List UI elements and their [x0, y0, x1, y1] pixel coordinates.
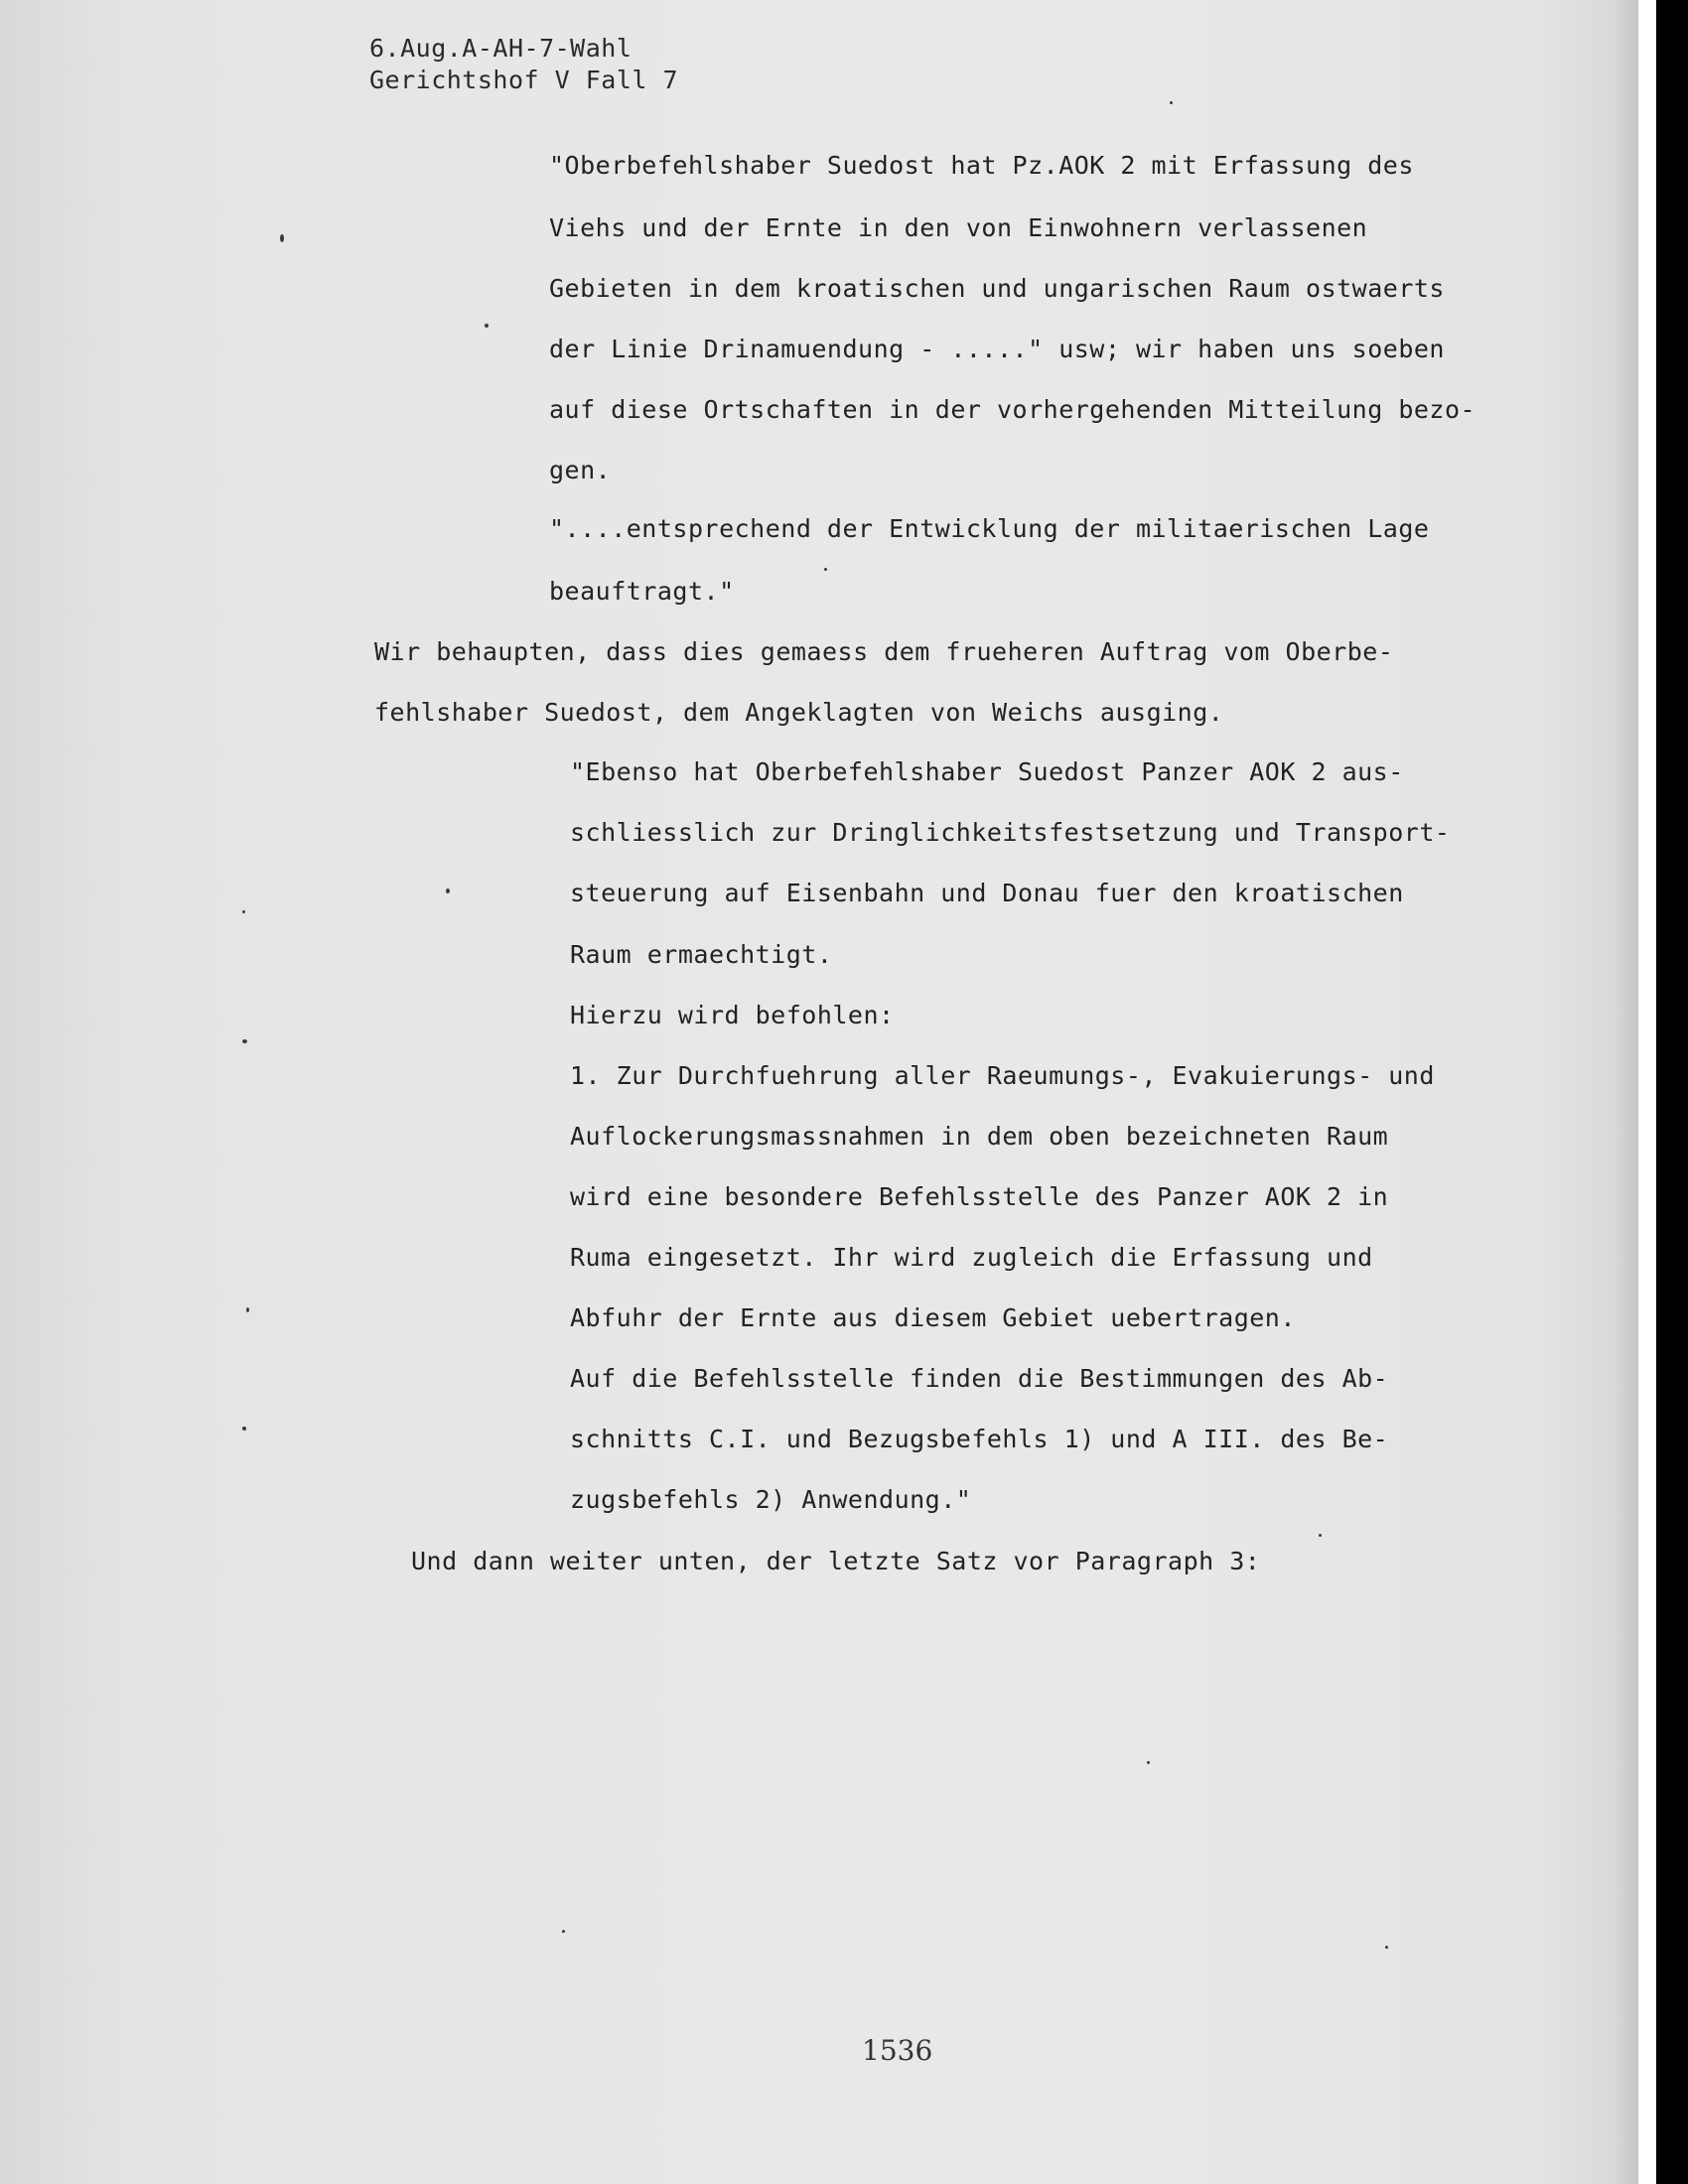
scan-margin-strip	[1638, 0, 1656, 2184]
scan-speck	[1147, 1761, 1150, 1764]
body-line: steuerung auf Eisenbahn und Donau fuer den kroatischen	[570, 879, 1404, 907]
body-line: Gebieten in dem kroatischen und ungarischen Raum ostwaerts	[549, 274, 1445, 303]
body-line: beauftragt."	[549, 577, 735, 606]
body-line: schnitts C.I. und Bezugsbefehls 1) und A III. des Be-	[570, 1425, 1389, 1453]
scan-speck	[242, 910, 245, 913]
body-line: 1. Zur Durchfuehrung aller Raeumungs-, Evakuierungs- und	[570, 1061, 1435, 1090]
header-reference: 6.Aug.A-AH-7-Wahl	[369, 34, 633, 63]
body-line: Abfuhr der Ernte aus diesem Gebiet uebertragen.	[570, 1303, 1296, 1332]
scan-speck	[280, 234, 284, 242]
body-line: der Linie Drinamuendung - ....." usw; wir haben uns soeben	[549, 335, 1445, 363]
scan-speck	[242, 1039, 247, 1043]
body-line: auf diese Ortschaften in der vorhergehenden Mitteilung bezo-	[549, 395, 1477, 424]
body-line: Raum ermaechtigt.	[570, 940, 833, 969]
body-line: wird eine besondere Befehlsstelle des Panzer AOK 2 in	[570, 1182, 1389, 1211]
scan-speck	[446, 888, 450, 893]
scan-speck	[246, 1307, 249, 1312]
body-line: "Oberbefehlshaber Suedost hat Pz.AOK 2 mit Erfassung des	[549, 151, 1414, 180]
body-line: Viehs und der Ernte in den von Einwohnern verlassenen	[549, 213, 1368, 242]
body-line: Ruma eingesetzt. Ihr wird zugleich die Erfassung und	[570, 1243, 1373, 1272]
body-line: schliesslich zur Dringlichkeitsfestsetzung und Transport-	[570, 818, 1451, 847]
scan-speck	[485, 324, 489, 328]
scan-speck	[1319, 1534, 1322, 1537]
body-line: Und dann weiter unten, der letzte Satz vor Paragraph 3:	[411, 1547, 1261, 1575]
body-line: Wir behaupten, dass dies gemaess dem frueheren Auftrag vom Oberbe-	[374, 637, 1394, 666]
scan-speck	[1170, 101, 1173, 104]
scan-speck	[1385, 1946, 1388, 1949]
body-line: Auflockerungsmassnahmen in dem oben bezeichneten Raum	[570, 1122, 1389, 1151]
header-court: Gerichtshof V Fall 7	[369, 66, 679, 94]
body-line: gen.	[549, 456, 612, 484]
body-line: Auf die Befehlsstelle finden die Bestimmungen des Ab-	[570, 1364, 1389, 1393]
scan-speck	[242, 1427, 246, 1431]
body-line: zugsbefehls 2) Anwendung."	[570, 1485, 972, 1514]
scan-edge-bar	[1656, 0, 1688, 2184]
scan-speck	[824, 568, 827, 571]
page-number: 1536	[862, 2034, 933, 2067]
body-line: fehlshaber Suedost, dem Angeklagten von Weichs ausging.	[374, 698, 1224, 727]
page-edge-shadow	[1614, 0, 1638, 2184]
body-line: Hierzu wird befohlen:	[570, 1001, 895, 1029]
body-line: "....entsprechend der Entwicklung der militaerischen Lage	[549, 514, 1430, 543]
body-line: "Ebenso hat Oberbefehlshaber Suedost Panzer AOK 2 aus-	[570, 757, 1404, 786]
scan-speck	[562, 1930, 565, 1933]
